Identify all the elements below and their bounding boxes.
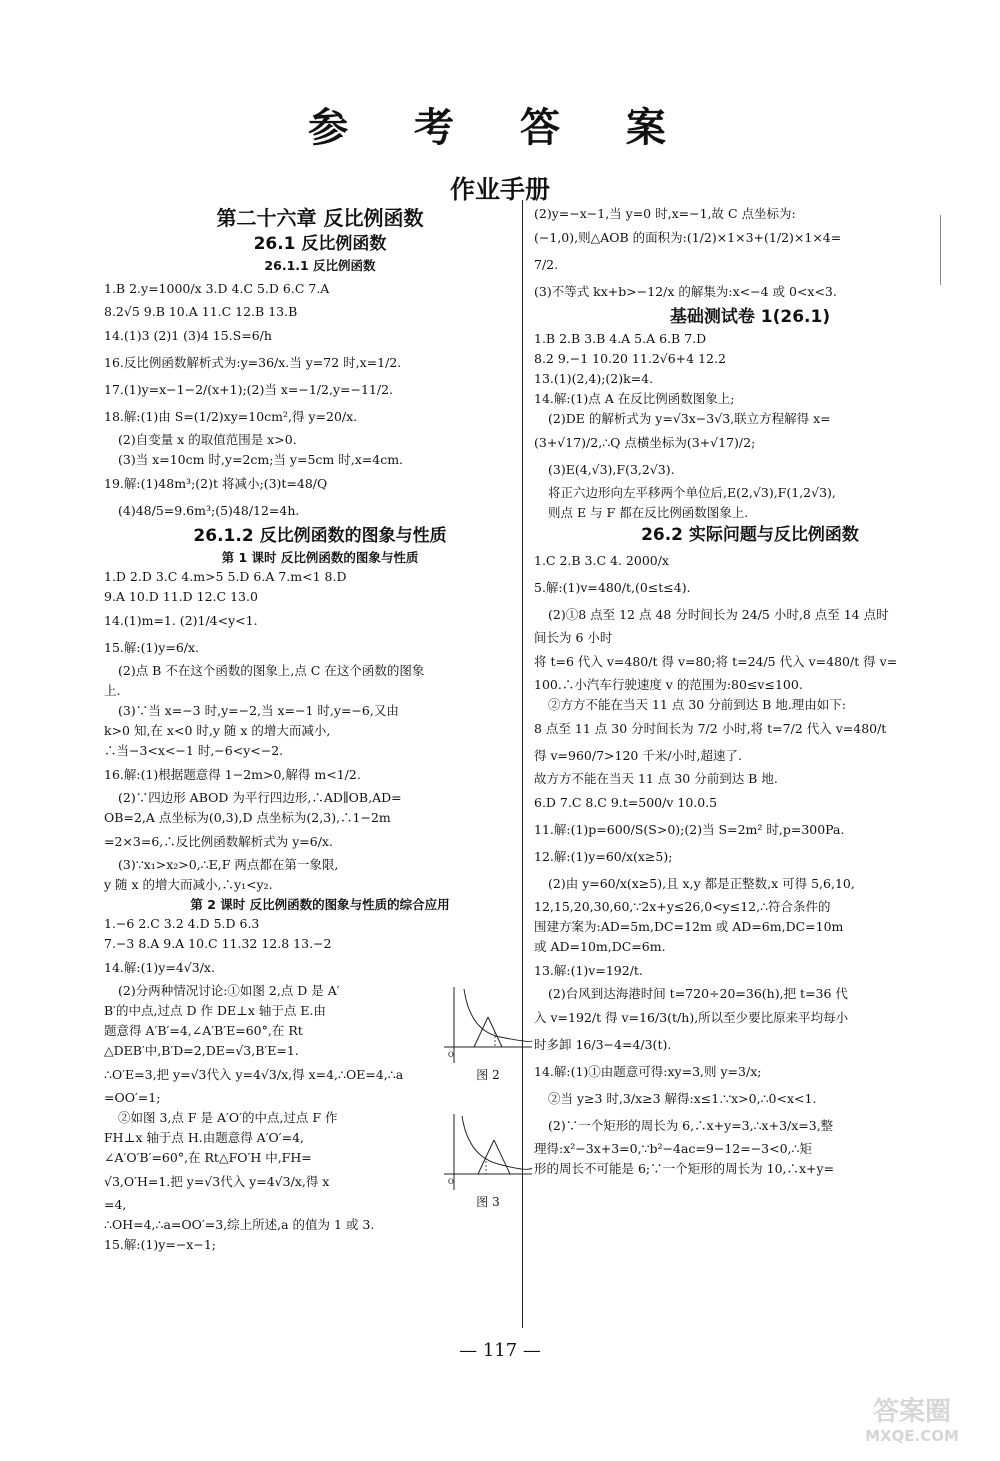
answer-line: (2)y=−x−1,当 y=0 时,x=−1,故 C 点坐标为: bbox=[534, 206, 796, 221]
answer-line: 入 v=192/t 得 v=16/3(t/h),所以至少要比原来平均每小 bbox=[534, 1010, 849, 1025]
watermark-en: MXQE.COM bbox=[865, 1427, 959, 1445]
answer-line: 7/2. bbox=[534, 257, 559, 272]
answer-line: 围建方案为:AD=5m,DC=12m 或 AD=6m,DC=10m bbox=[534, 919, 844, 934]
answer-line: ∠A′O′B′=60°,在 Rt△FO′H 中,FH= bbox=[104, 1150, 312, 1165]
figure-3 bbox=[440, 1110, 536, 1210]
answer-line: 12,15,20,30,60,∵2x+y≤26,0<y≤12,∴符合条件的 bbox=[534, 899, 831, 914]
answer-line: 12.解:(1)y=60/x(x≥5); bbox=[534, 849, 673, 864]
lesson-heading: 第 1 课时 反比例函数的图象与性质 bbox=[221, 550, 419, 565]
answer-line: 15.解:(1)y=−x−1; bbox=[104, 1237, 216, 1252]
answer-line: 8.2 9.−1 10.20 11.2√6+4 12.2 bbox=[534, 351, 726, 366]
figure-3-caption: 图 3 bbox=[476, 1195, 500, 1209]
answer-line: 11.解:(1)p=600/S(S>0);(2)当 S=2m² 时,p=300Pa. bbox=[534, 822, 845, 837]
answer-line: (2)分两种情况讨论:①如图 2,点 D 是 A′ bbox=[118, 983, 340, 998]
answer-line: OB=2,A 点坐标为(0,3),D 点坐标为(2,3),∴1−2m bbox=[104, 810, 391, 825]
answer-line: 8 点至 11 点 30 分时间长为 7/2 小时,将 t=7/2 代入 v=480/t bbox=[534, 721, 887, 736]
answer-line: 将正六边形向左平移两个单位后,E(2,√3),F(1,2√3), bbox=[548, 485, 836, 500]
answer-line: 14.解:(1)y=4√3/x. bbox=[104, 960, 215, 975]
answer-line: 8.2√5 9.B 10.A 11.C 12.B 13.B bbox=[104, 304, 298, 319]
answer-line: (2)①8 点至 12 点 48 分时间长为 24/5 小时,8 点至 14 点时 bbox=[548, 607, 889, 622]
figure-2-caption: 图 2 bbox=[476, 1068, 500, 1082]
answer-line: =2×3=6,∴反比例函数解析式为 y=6/x. bbox=[104, 834, 333, 849]
answer-line: FH⊥x 轴于点 H.由题意得 A′O′=4, bbox=[104, 1130, 305, 1145]
lesson-heading: 第 2 课时 反比例函数的图象与性质的综合应用 bbox=[190, 897, 450, 912]
watermark-cn: 答案圈 bbox=[872, 1397, 951, 1427]
answer-line: ∴O′E=3,把 y=√3代入 y=4√3/x,得 x=4,∴OE=4,∴a bbox=[104, 1067, 404, 1082]
answer-line: 16.解:(1)根据题意得 1−2m>0,解得 m<1/2. bbox=[104, 767, 361, 782]
answer-line: 上. bbox=[104, 683, 121, 698]
answer-line: 间长为 6 小时 bbox=[534, 630, 613, 645]
answer-line: y 随 x 的增大而减小,∴y₁<y₂. bbox=[104, 877, 273, 892]
answer-line: 形的周长不可能是 6;∵一个矩形的周长为 10,∴x+y= bbox=[534, 1161, 835, 1176]
answer-line: 16.反比例函数解析式为:y=36/x.当 y=72 时,x=1/2. bbox=[104, 355, 402, 370]
page-title: 参 考 答 案 bbox=[308, 105, 692, 151]
page-subtitle: 作业手册 bbox=[449, 175, 550, 204]
answer-line: 时多卸 16/3−4=4/3(t). bbox=[534, 1037, 672, 1052]
answer-line: (2)台风到达海港时间 t=720÷20=36(h),把 t=36 代 bbox=[548, 986, 848, 1001]
answer-line: (4)48/5=9.6m³;(5)48/12=4h. bbox=[118, 503, 300, 518]
answer-line: (2)自变量 x 的取值范围是 x>0. bbox=[118, 432, 297, 447]
answer-line: 1.C 2.B 3.C 4. 2000/x bbox=[534, 553, 669, 568]
answer-line: (3)当 x=10cm 时,y=2cm;当 y=5cm 时,x=4cm. bbox=[118, 452, 404, 467]
answer-line: ②方方不能在当天 11 点 30 分前到达 B 地.理由如下: bbox=[548, 697, 847, 712]
answer-line: 故方方不能在当天 11 点 30 分前到达 B 地. bbox=[534, 771, 778, 786]
answer-line: √3,O′H=1.把 y=√3代入 y=4√3/x,得 x bbox=[104, 1174, 330, 1189]
answer-line: 1.B 2.B 3.B 4.A 5.A 6.B 7.D bbox=[534, 331, 707, 346]
answer-line: =4, bbox=[104, 1197, 127, 1212]
answer-line: ②当 y≥3 时,3/x≥3 解得:x≤1.∵x>0,∴0<x<1. bbox=[548, 1091, 817, 1106]
answer-line: =OO′=1; bbox=[104, 1090, 161, 1105]
answer-line: 5.解:(1)v=480/t,(0≤t≤4). bbox=[534, 580, 691, 595]
answer-line: ∴OH=4,∴a=OO′=3,综上所述,a 的值为 1 或 3. bbox=[104, 1217, 375, 1232]
answer-line: 或 AD=10m,DC=6m. bbox=[534, 939, 666, 954]
figure-2-graph bbox=[440, 983, 536, 1067]
answer-line: ∴当−3<x<−1 时,−6<y<−2. bbox=[104, 743, 284, 758]
answer-line: 则点 E 与 F 都在反比例函数图象上. bbox=[548, 505, 749, 520]
answer-line: (2)∵一个矩形的周长为 6,∴x+y=3,∴x+3/x=3,整 bbox=[548, 1118, 834, 1133]
answer-line: 题意得 A′B′=4,∠A′B′E=60°,在 Rt bbox=[104, 1023, 303, 1038]
answer-line: 14.(1)3 (2)1 (3)4 15.S=6/h bbox=[104, 328, 272, 343]
answer-line: (2)∵四边形 ABOD 为平行四边形,∴AD∥OB,AD= bbox=[118, 790, 402, 805]
answer-line: 14.解:(1)①由题意可得:xy=3,则 y=3/x; bbox=[534, 1064, 762, 1079]
answer-line: 15.解:(1)y=6/x. bbox=[104, 640, 200, 655]
answer-line: (3)E(4,√3),F(3,2√3). bbox=[548, 462, 675, 477]
answer-line: 7.−3 8.A 9.A 10.C 11.32 12.8 13.−2 bbox=[104, 936, 332, 951]
answer-line: 将 t=6 代入 v=480/t 得 v=80;将 t=24/5 代入 v=480/t 得 v= bbox=[534, 654, 898, 669]
answer-line: (2)点 B 不在这个函数的图象上,点 C 在这个函数的图象 bbox=[118, 663, 425, 678]
answer-line: 18.解:(1)由 S=(1/2)xy=10cm²,得 y=20/x. bbox=[104, 409, 358, 424]
chapter-heading: 第二十六章 反比例函数 bbox=[216, 206, 424, 230]
answer-line: 13.解:(1)v=192/t. bbox=[534, 963, 643, 978]
answer-line: (2)DE 的解析式为 y=√3x−3√3,联立方程解得 x= bbox=[548, 411, 831, 426]
subsection-heading: 26.1.2 反比例函数的图象与性质 bbox=[193, 526, 447, 546]
answer-line: B′的中点,过点 D 作 DE⊥x 轴于点 E.由 bbox=[104, 1003, 326, 1018]
answer-line: 19.解:(1)48m³;(2)t 将减小;(3)t=48/Q bbox=[104, 476, 328, 491]
answer-line: 13.(1)(2,4);(2)k=4. bbox=[534, 371, 654, 386]
answer-line: 100.∴小汽车行驶速度 v 的范围为:80≤v≤100. bbox=[534, 677, 803, 692]
answer-line: (3)∵当 x=−3 时,y=−2,当 x=−1 时,y=−6,又由 bbox=[118, 703, 399, 718]
figure-3-graph bbox=[440, 1110, 536, 1194]
subsection-heading: 26.1.1 反比例函数 bbox=[264, 258, 376, 273]
left-column bbox=[104, 204, 536, 1322]
answer-line: k>0 知,在 x<0 时,y 随 x 的增大而减小, bbox=[104, 723, 331, 738]
answer-line: (3)∵x₁>x₂>0,∴E,F 两点都在第一象限, bbox=[118, 857, 339, 872]
answer-line: 9.A 10.D 11.D 12.C 13.0 bbox=[104, 589, 258, 604]
svg-text:O: O bbox=[448, 1051, 454, 1059]
test-heading: 基础测试卷 1(26.1) bbox=[669, 307, 831, 327]
answer-line: 6.D 7.C 8.C 9.t=500/v 10.0.5 bbox=[534, 795, 718, 810]
svg-text:O: O bbox=[448, 1178, 454, 1186]
answer-line: (2)由 y=60/x(x≥5),且 x,y 都是正整数,x 可得 5,6,10, bbox=[548, 876, 855, 891]
figure-2 bbox=[440, 983, 536, 1083]
answer-line: 1.D 2.D 3.C 4.m>5 5.D 6.A 7.m<1 8.D bbox=[104, 569, 347, 584]
answer-line: 1.−6 2.C 3.2 4.D 5.D 6.3 bbox=[104, 916, 260, 931]
answer-line: (3+√17)/2,∴Q 点横坐标为(3+√17)/2; bbox=[534, 435, 756, 450]
watermark-logo bbox=[842, 1397, 982, 1449]
page-number: — 117 — bbox=[459, 1340, 541, 1361]
right-column bbox=[534, 204, 966, 1322]
answer-line: 理得:x²−3x+3=0,∵b²−4ac=9−12=−3<0,∴矩 bbox=[534, 1141, 812, 1156]
answer-line: 得 v=960/7>120 千米/小时,超速了. bbox=[534, 748, 742, 763]
answer-line: (−1,0),则△AOB 的面积为:(1/2)×1×3+(1/2)×1×4= bbox=[534, 230, 842, 245]
section-heading: 26.1 反比例函数 bbox=[253, 234, 387, 254]
answer-line: ②如图 3,点 F 是 A′O′的中点,过点 F 作 bbox=[118, 1110, 338, 1125]
section-heading: 26.2 实际问题与反比例函数 bbox=[641, 525, 859, 545]
answer-line: 14.(1)m=1. (2)1/4<y<1. bbox=[104, 613, 258, 628]
answer-line: 17.(1)y=x−1−2/(x+1);(2)当 x=−1/2,y=−11/2. bbox=[104, 382, 393, 397]
answer-line: 14.解:(1)点 A 在反比例函数图象上; bbox=[534, 391, 735, 406]
answer-line: (3)不等式 kx+b>−12/x 的解集为:x<−4 或 0<x<3. bbox=[534, 284, 837, 299]
answer-line: △DEB′中,B′D=2,DE=√3,B′E=1. bbox=[104, 1043, 299, 1058]
answer-line: 1.B 2.y=1000/x 3.D 4.C 5.D 6.C 7.A bbox=[104, 281, 330, 296]
